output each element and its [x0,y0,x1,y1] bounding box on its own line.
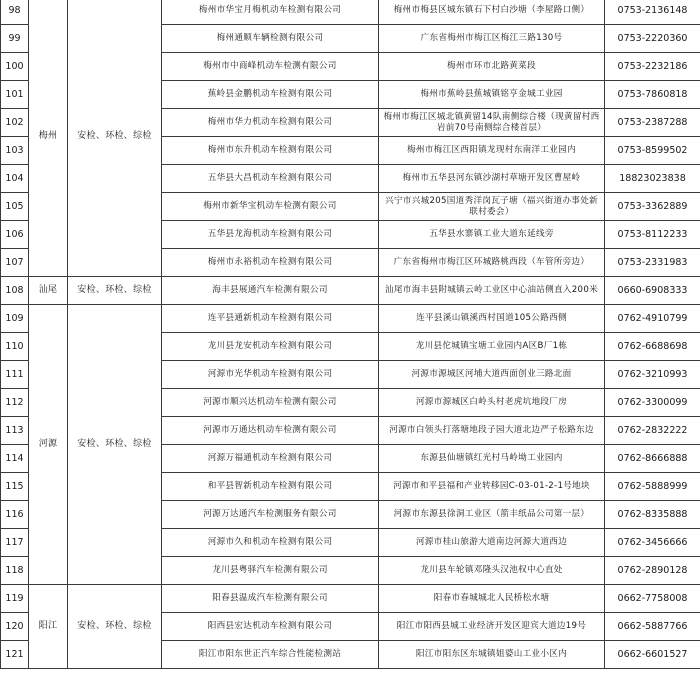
row-number: 107 [1,249,29,277]
phone: 0753-3362889 [605,193,700,221]
phone: 0753-2220360 [605,25,700,53]
table-row [1,277,700,305]
address: 阳江市阳西县城工业经济开发区迎宾大道边19号 [379,613,605,641]
company-name: 阳江市阳东世正汽车综合性能检测站 [162,641,379,669]
company-name: 五华县龙海机动车检测有限公司 [162,221,379,249]
phone: 0762-8335888 [605,501,700,529]
address: 龙川县佗城镇宝塘工业园内A区B厂1栋 [379,333,605,361]
row-number: 110 [1,333,29,361]
address: 河源市白领头打落塘地段子园大道北边严子松路东边 [379,417,605,445]
company-name: 龙川县龙安机动车检测有限公司 [162,333,379,361]
company-name: 梅州市东升机动车检测有限公司 [162,137,379,165]
address: 阳江市阳东区东城镇姐婆山工业小区内 [379,641,605,669]
phone: 18823023838 [605,165,700,193]
company-name: 河源万达通汽车检测服务有限公司 [162,501,379,529]
scope-cell: 安检、环检、综检 [68,585,162,669]
company-name: 阳西县宏达机动车检测有限公司 [162,613,379,641]
phone: 0762-4910799 [605,305,700,333]
address: 东源县仙塘镇红光村马岭坳工业园内 [379,445,605,473]
company-name: 梅州市华宝月梅机动车检测有限公司 [162,0,379,25]
company-name: 梅州市新华宝机动车检测有限公司 [162,193,379,221]
address: 梅州市环市北路黄菜段 [379,53,605,81]
row-number: 108 [1,277,29,305]
city-cell: 河源 [29,305,68,585]
row-number: 113 [1,417,29,445]
row-number: 104 [1,165,29,193]
company-name: 蕉岭县金鹏机动车检测有限公司 [162,81,379,109]
row-number: 116 [1,501,29,529]
company-name: 梅州市中商峰机动车检测有限公司 [162,53,379,81]
company-name: 连平县通新机动车检测有限公司 [162,305,379,333]
phone: 0662-6601527 [605,641,700,669]
table-row [1,0,700,25]
address: 广东省梅州市梅江区环城路桃西段（车管所旁边） [379,249,605,277]
city-cell: 汕尾 [29,277,68,305]
row-number: 119 [1,585,29,613]
address: 兴宁市兴城205国道秀洋岗瓦子塘（福兴街道办事处新联村委会） [379,193,605,221]
address: 五华县水寨镇工业大道东延线旁 [379,221,605,249]
company-name: 河源市顺兴达机动车检测有限公司 [162,389,379,417]
row-number: 118 [1,557,29,585]
company-name: 阳春县温成汽车检测有限公司 [162,585,379,613]
row-number: 102 [1,109,29,137]
address: 梅州市梅江区城北镇黄留14队南侧综合楼（现黄留村西岩前70号南侧综合楼首层） [379,109,605,137]
address: 河源市和平县福和产业转移园C-03-01-2-1号地块 [379,473,605,501]
company-name: 五华县大昌机动车检测有限公司 [162,165,379,193]
company-name: 河源市光华机动车检测有限公司 [162,361,379,389]
phone: 0753-2387288 [605,109,700,137]
row-number: 99 [1,25,29,53]
row-number: 109 [1,305,29,333]
row-number: 103 [1,137,29,165]
table-body [1,0,700,669]
phone: 0753-8599502 [605,137,700,165]
row-number: 115 [1,473,29,501]
scope-cell: 安检、环检、综检 [68,305,162,585]
phone: 0762-3210993 [605,361,700,389]
address: 广东省梅州市梅江区梅江三路130号 [379,25,605,53]
address: 河源市源城区白岭头村老虎坑地段厂房 [379,389,605,417]
company-name: 河源市久和机动车检测有限公司 [162,529,379,557]
address: 汕尾市海丰县附城镇云岭工业区中心油站侧直入200米 [379,277,605,305]
row-number: 121 [1,641,29,669]
phone: 0753-2136148 [605,0,700,25]
company-name: 梅州通顺车辆检测有限公司 [162,25,379,53]
phone: 0762-5888999 [605,473,700,501]
phone: 0762-2890128 [605,557,700,585]
phone: 0753-7860818 [605,81,700,109]
address: 阳春市春城城北人民桥松水塘 [379,585,605,613]
city-cell: 阳江 [29,585,68,669]
scope-cell: 安检、环检、综检 [68,0,162,277]
address: 梅州市梅县区城东镇石下村白沙塘（李屋路口侧） [379,0,605,25]
row-number: 112 [1,389,29,417]
company-name: 海丰县展通汽车检测有限公司 [162,277,379,305]
company-name: 河源万福通机动车检测有限公司 [162,445,379,473]
phone: 0662-5887766 [605,613,700,641]
row-number: 105 [1,193,29,221]
row-number: 98 [1,0,29,25]
company-name: 梅州市华力机动车检测有限公司 [162,109,379,137]
row-number: 111 [1,361,29,389]
phone: 0753-8112233 [605,221,700,249]
scope-cell: 安检、环检、综检 [68,277,162,305]
phone: 0762-3300099 [605,389,700,417]
phone: 0660-6908333 [605,277,700,305]
address: 连平县溪山镇溪西村国道105公路西侧 [379,305,605,333]
phone: 0753-2232186 [605,53,700,81]
company-name: 河源市万通达机动车检测有限公司 [162,417,379,445]
company-name: 梅州市永裕机动车检测有限公司 [162,249,379,277]
row-number: 100 [1,53,29,81]
row-number: 117 [1,529,29,557]
phone: 0762-6688698 [605,333,700,361]
phone: 0762-8666888 [605,445,700,473]
address: 河源市东源县徐洞工业区（箭丰纸品公司第一层） [379,501,605,529]
phone: 0762-2832222 [605,417,700,445]
row-number: 114 [1,445,29,473]
phone: 0762-3456666 [605,529,700,557]
company-name: 龙川县粤驿汽车检测有限公司 [162,557,379,585]
row-number: 106 [1,221,29,249]
table-row [1,305,700,333]
address: 梅州市蕉岭县蕉城镇铭亨金城工业园 [379,81,605,109]
address: 龙川县车轮镇邓隆头汉池权中心直处 [379,557,605,585]
row-number: 101 [1,81,29,109]
city-cell: 梅州 [29,0,68,277]
address: 梅州市梅江区西阳镇龙现村东南洋工业园内 [379,137,605,165]
row-number: 120 [1,613,29,641]
table-row [1,585,700,613]
address: 河源市源城区河埔大道西面创业三路北面 [379,361,605,389]
address: 河源市桂山旅游大道南边河源大道西边 [379,529,605,557]
company-name: 和平县智新机动车检测有限公司 [162,473,379,501]
phone: 0662-7758008 [605,585,700,613]
phone: 0753-2331983 [605,249,700,277]
address: 梅州市五华县河东镇沙湖村草塘开发区曹屋岭 [379,165,605,193]
